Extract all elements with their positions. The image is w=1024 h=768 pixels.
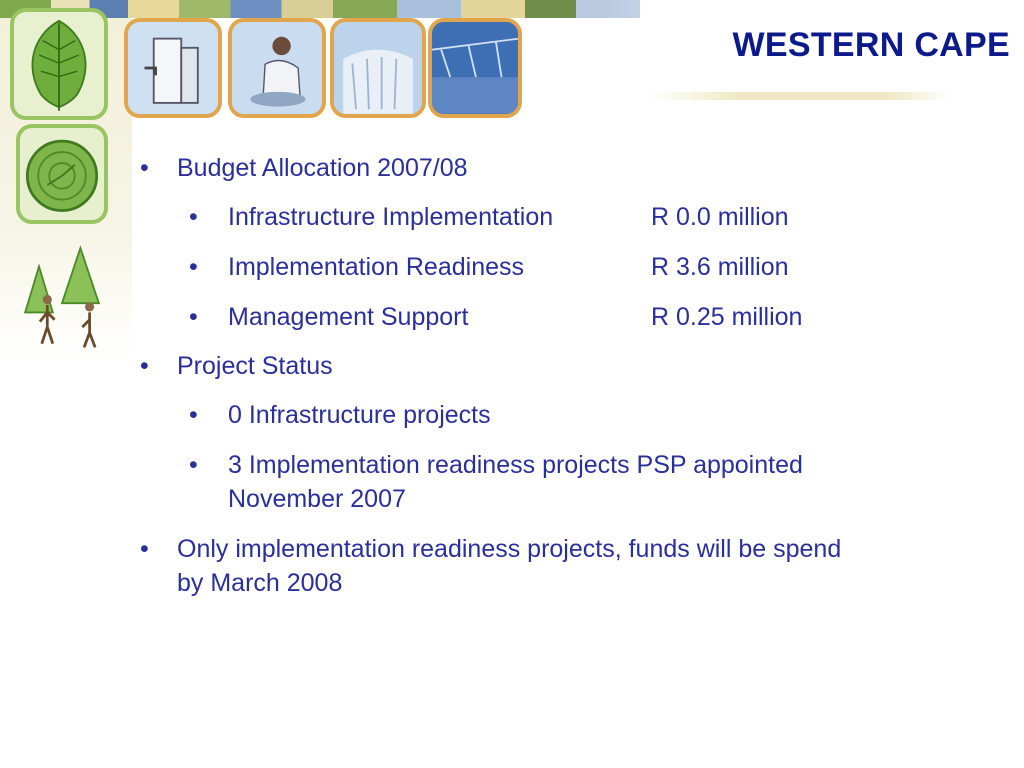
bullet-text: November 2007	[228, 485, 406, 513]
bullet-glyph: •	[140, 352, 149, 380]
bullet-glyph: •	[140, 535, 149, 563]
amount-infrastructure-implementation: R 0.0 million	[651, 203, 789, 231]
bullet-glyph: •	[140, 154, 149, 182]
irrigation-icon	[428, 18, 522, 118]
waterfall-icon	[330, 18, 426, 118]
bullet-text: Management Support	[228, 303, 469, 331]
amount-management-support: R 0.25 million	[651, 303, 803, 331]
hikers-icon	[12, 234, 112, 354]
title-underline-bar	[650, 92, 950, 100]
bullet-text: Only implementation readiness projects, funds will be spend	[177, 535, 842, 563]
water-tap-icon	[124, 18, 222, 118]
bullet-glyph: •	[189, 203, 198, 231]
bullet-text: Infrastructure Implementation	[228, 203, 554, 231]
bullet-text: Budget Allocation 2007/08	[177, 154, 468, 182]
bullet-glyph: •	[189, 253, 198, 281]
bullet-text: 3 Implementation readiness projects PSP appointed	[228, 451, 803, 479]
tree-stump-icon	[16, 124, 108, 224]
bullet-glyph: •	[189, 401, 198, 429]
slide-title: WESTERN CAPE	[732, 26, 1010, 64]
leaf-icon	[10, 8, 108, 120]
person-washing-icon	[228, 18, 326, 118]
bullet-text: Implementation Readiness	[228, 253, 524, 281]
amount-implementation-readiness: R 3.6 million	[651, 253, 789, 281]
top-band-fade	[600, 0, 960, 18]
bullet-text: Project Status	[177, 352, 333, 380]
bullet-glyph: •	[189, 451, 198, 479]
bullet-text: by March 2008	[177, 569, 343, 597]
bullet-glyph: •	[189, 303, 198, 331]
bullet-text: 0 Infrastructure projects	[228, 401, 491, 429]
